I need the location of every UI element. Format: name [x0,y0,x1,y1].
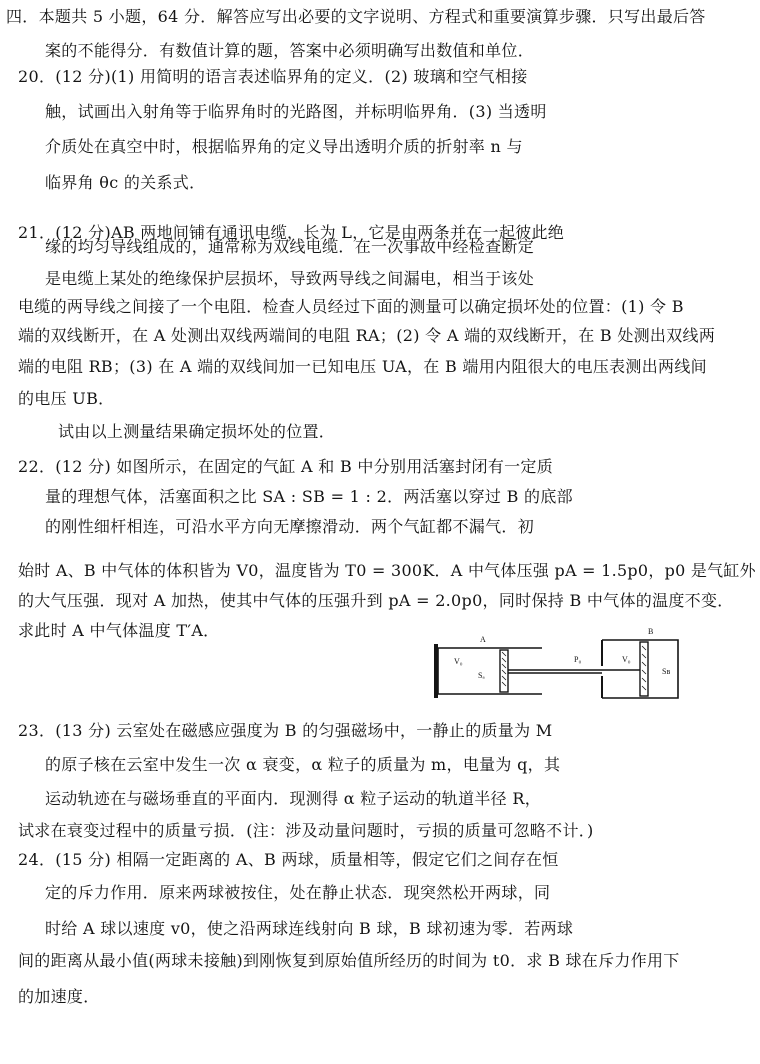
problem-24-line-1: 24．(15 分) 相隔一定距离的 A、B 两球，质量相等，假定它们之间存在恒 [18,850,559,869]
problem-24-line-2: 定的斥力作用．原来两球被按住，处在静止状态．现突然松开两球，同 [45,883,551,902]
problem-21-line-6: 端的电阻 RB；(3) 在 A 端的双线间加一已知电压 UA，在 B 端用内阻很大的电压表测出两线间 [18,357,707,376]
problem-20-line-2: 触，试画出入射角等于临界角时的光路图，并标明临界角．(3) 当透明 [45,102,547,121]
problem-22-line-5: 的大气压强．现对 A 加热，使其中气体的压强升到 pA = 2.0p0，同时保持 B 中气体的温度不变． [18,591,734,610]
section-line-2: 案的不能得分．有数值计算的题，答案中必须明确写出数值和单位． [45,41,535,60]
label-b: B [648,627,654,636]
label-a: A [480,635,486,644]
problem-23-line-3: 运动轨迹在与磁场垂直的平面内．现测得 α 粒子运动的轨道半径 R， [45,789,542,808]
problem-24-line-5: 的加速度． [18,987,100,1006]
problem-23-line-1: 23．(13 分) 云室处在磁感应强度为 B 的匀强磁场中，一静止的质量为 M [18,721,553,740]
problem-24-line-3: 时给 A 球以速度 v0，使之沿两球连线射向 B 球，B 球初速为零．若两球 [45,919,574,938]
problem-22-line-6: 求此时 A 中气体温度 T′A． [18,621,220,640]
problem-22-line-3: 的刚性细杆相连，可沿水平方向无摩擦滑动．两个气缸都不漏气．初 [45,517,535,536]
problem-20-line-3: 介质处在真空中时，根据临界角的定义导出透明介质的折射率 n 与 [45,137,523,156]
label-v0-b: V₀ [622,655,631,664]
problem-21-line-5: 端的双线断开，在 A 处测出双线两端间的电阻 RA；(2) 令 A 端的双线断开，在 B 处测出双线两 [18,326,716,345]
label-sa: Sₐ [478,671,485,680]
problem-21-line-2: 缘的均匀导线组成的，通常称为双线电缆．在一次事故中经检查断定 [45,237,535,256]
problem-20-line-4: 临界角 θc 的关系式． [45,173,206,192]
problem-21-line-7: 的电压 UB． [18,389,115,408]
section-line-1: 四．本题共 5 小题，64 分．解答应写出必要的文字说明、方程式和重要演算步骤．只写出最后答 [6,7,706,26]
problem-23-line-2: 的原子核在云室中发生一次 α 衰变，α 粒子的质量为 m，电量为 q，其 [45,755,561,774]
problem-21-line-4: 电缆的两导线之间接了一个电阻．检查人员经过下面的测量可以确定损坏处的位置：(1) 令 B [18,297,684,316]
problem-21-line-1: 21．(12 分)AB 两地间铺有通讯电缆，长为 L，它是由两条并在一起彼此绝 [18,223,565,242]
problem-22-line-1: 22．(12 分) 如图所示，在固定的气缸 A 和 B 中分别用活塞封闭有一定质 [18,457,554,476]
piston-a [500,650,508,692]
problem-21-line-3: 是电缆上某处的绝缘保护层损坏，导致两导线之间漏电，相当于该处 [45,269,535,288]
label-p0: P₀ [574,655,582,664]
problem-20-line-1: 20．(12 分)(1) 用简明的语言表述临界角的定义．(2) 玻璃和空气相接 [18,67,528,86]
label-sb: Sʙ [662,667,671,676]
problem-22-line-2: 量的理想气体，活塞面积之比 SA : SB = 1 : 2．两活塞以穿过 B 的底部 [45,487,573,506]
problem-21-line-8: 试由以上测量结果确定损坏处的位置． [58,422,336,441]
problem-23-line-4: 试求在衰变过程中的质量亏损．(注：涉及动量问题时，亏损的质量可忽略不计．) [18,821,594,840]
cylinder-diagram [432,622,692,710]
cylinder-a [434,644,542,698]
label-v0-a: V₀ [454,657,463,666]
problem-22-line-4: 始时 A、B 中气体的体积皆为 V0，温度皆为 T0 = 300K．A 中气体压强 pA = 1.5p0，p0 是气缸外 [18,561,756,580]
problem-24-line-4: 间的距离从最小值(两球未接触)到刚恢复到原始值所经历的时间为 t0．求 B 球在斥力作用下 [18,951,680,970]
